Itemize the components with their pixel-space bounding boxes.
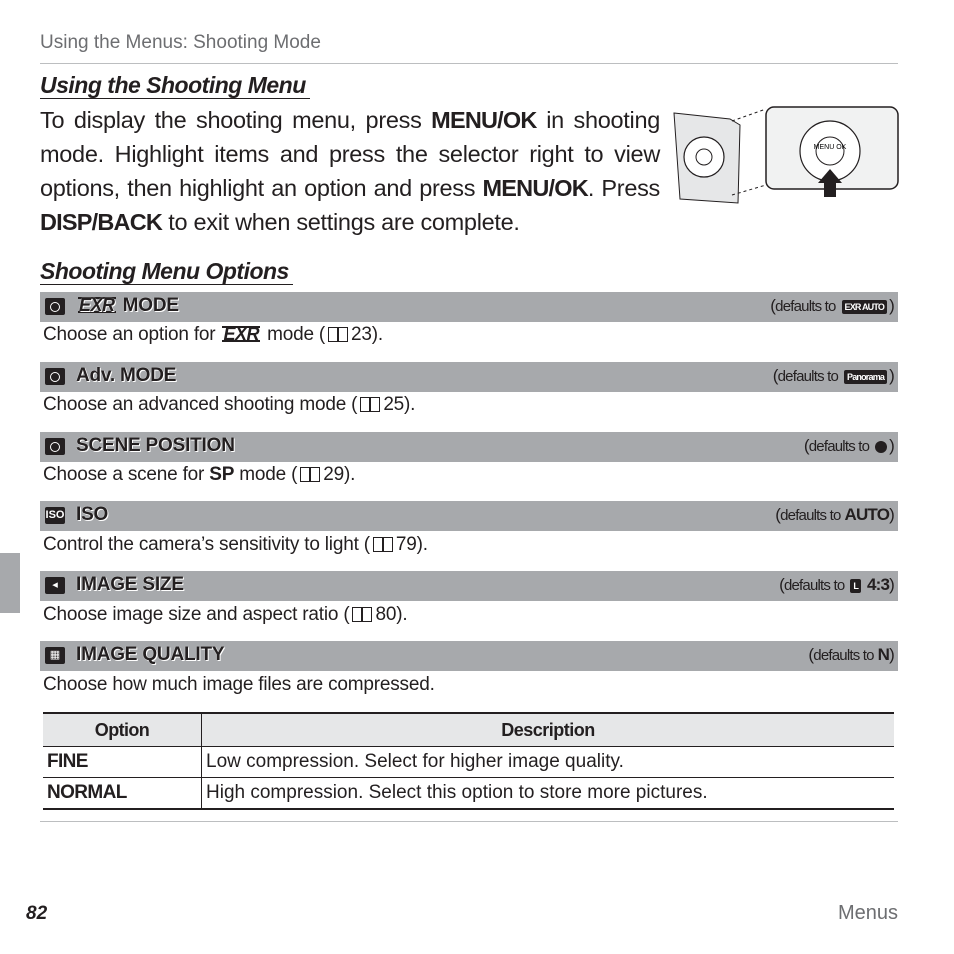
default-value: (defaults to EXR AUTO ) (770, 296, 894, 315)
menu-option-image-size: ◂ IMAGE SIZE (defaults to L 4:3) (40, 571, 898, 601)
camera-icon (45, 298, 65, 315)
option-description: Choose how much image files are compressed. (43, 674, 435, 695)
camera-back-illustration (670, 105, 900, 205)
camera-icon (45, 368, 65, 385)
option-description: Choose an option for EXR mode ( 23). (43, 324, 383, 345)
table-header: Description (202, 713, 895, 747)
image-quality-table (43, 712, 894, 810)
iso-icon: ISO (45, 507, 65, 524)
menu-option-exr-mode: EXR MODE (defaults to EXR AUTO ) (40, 292, 898, 322)
header-divider (40, 63, 898, 64)
option-description: Choose a scene for SP mode ( 29). (43, 464, 356, 485)
menu-option-adv-mode: Adv. MODE (defaults to Panorama ) (40, 362, 898, 392)
camera-icon (45, 438, 65, 455)
table-header: Option (43, 713, 202, 747)
option-description: Control the camera’s sensitivity to light ( 79). (43, 534, 428, 555)
menu-label: MENU OK (813, 144, 847, 151)
intro-paragraph: To display the shooting menu, press MENU/OK in shooting mode. Highlight items and press the selector right to view options, then highlight an option and press MENU/OK. Press DISP/BACK to exit when settings are complete. (40, 107, 661, 235)
default-value: (defaults to N) (808, 645, 894, 664)
menu-option-iso: ISO ISO (defaults to AUTO) (40, 501, 898, 531)
table-row: NORMAL High compression. Select this option to store more pictures. (43, 778, 894, 810)
chapter-tab (0, 553, 20, 613)
default-value: (defaults to ) (803, 436, 894, 455)
section-name: Menus (837, 902, 898, 924)
breadcrumb: Using the Menus: Shooting Mode (40, 32, 321, 53)
option-description: Choose image size and aspect ratio ( 80). (43, 604, 408, 625)
image-quality-icon: ▦ (45, 647, 65, 664)
exr-logo: EXR (79, 295, 115, 315)
portrait-icon (875, 441, 887, 453)
page-number: 82 (26, 903, 48, 924)
book-icon (352, 607, 372, 622)
default-value: (defaults to Panorama ) (772, 366, 894, 385)
panorama-icon: Panorama (844, 370, 887, 384)
section-heading-shooting-menu: Using the Shooting Menu (40, 72, 310, 99)
table-row: FINE Low compression. Select for higher image quality. (43, 747, 894, 778)
book-icon (360, 397, 380, 412)
book-icon (300, 467, 320, 482)
book-icon (373, 537, 393, 552)
footer-divider (40, 821, 898, 822)
menu-option-scene-position: SCENE POSITION (defaults to ) (40, 432, 898, 462)
image-size-icon: ◂ (45, 577, 65, 594)
book-icon (328, 327, 348, 342)
default-value: (defaults to L 4:3) (779, 575, 894, 594)
menu-option-image-quality: ▦ IMAGE QUALITY (defaults to N) (40, 641, 898, 671)
section-heading-menu-options: Shooting Menu Options (40, 258, 293, 285)
default-value: (defaults to AUTO) (775, 505, 894, 524)
option-description: Choose an advanced shooting mode ( 25). (43, 394, 416, 415)
